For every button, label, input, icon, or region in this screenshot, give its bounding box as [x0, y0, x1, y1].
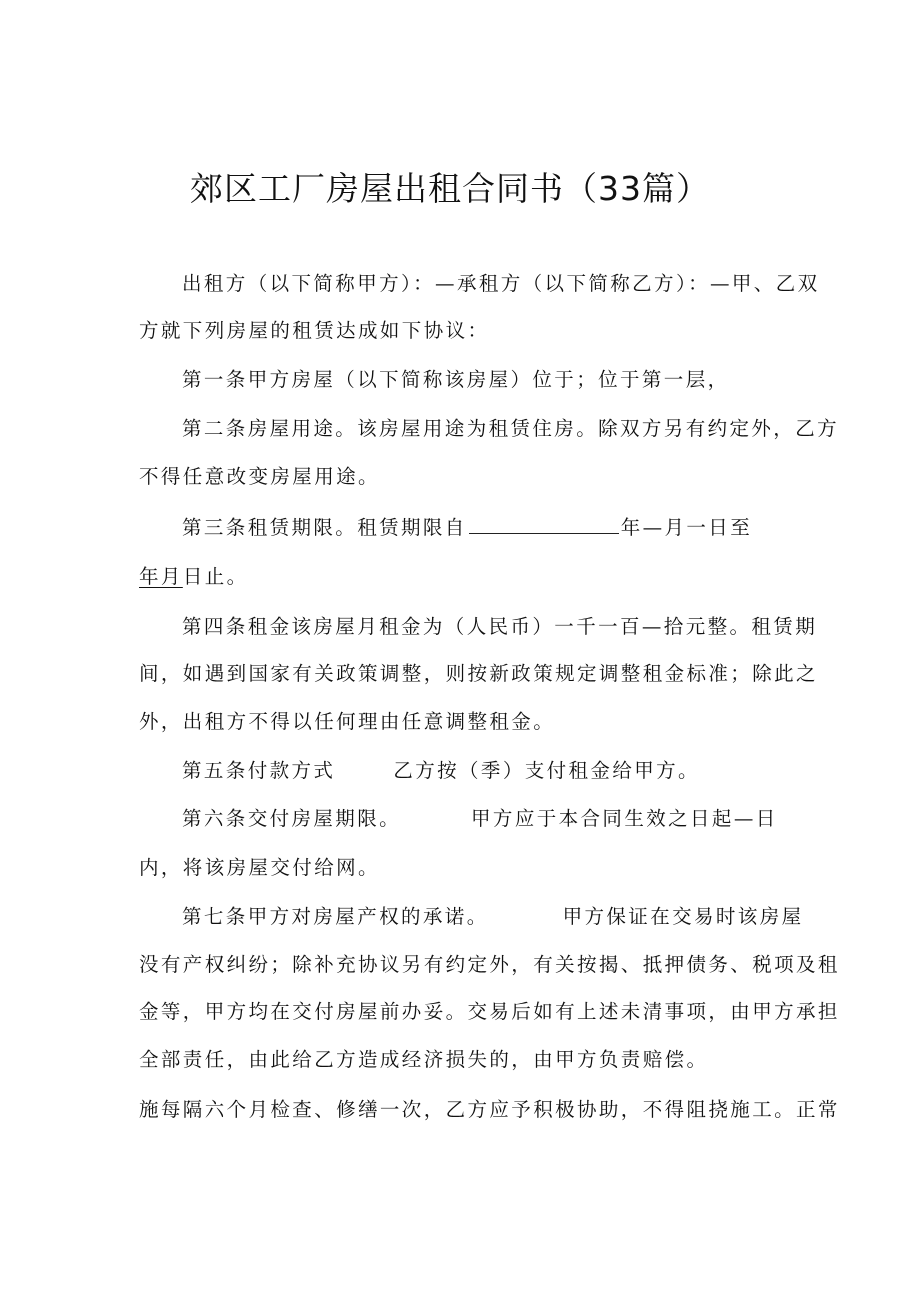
paragraph-line: 施每隔六个月检查、修缮一次，乙方应予积极协助，不得阻挠施工。正常: [139, 1098, 840, 1121]
line-text: 日止。: [182, 565, 249, 588]
line-text: 甲方保证在交易时该房屋: [562, 905, 804, 928]
paragraph-line: [182, 512, 752, 540]
paragraph-line: [182, 803, 778, 831]
paragraph-line: 第二条房屋用途。该房屋用途为租赁住房。除双方另有约定外，乙方: [182, 417, 840, 440]
blank-underline: [469, 513, 619, 534]
paragraph-line: 外，出租方不得以任何理由任意调整租金。: [139, 710, 556, 733]
line-text: 第六条交付房屋期限。: [182, 807, 402, 830]
paragraph-line: 内，将该房屋交付给网。: [139, 856, 380, 879]
underlined-text: 年月: [139, 565, 183, 588]
paragraph-line: 金等，甲方均在交付房屋前办妥。交易后如有上述未清事项，由甲方承担: [139, 1000, 840, 1023]
line-text: 第五条付款方式: [182, 759, 336, 782]
paragraph-line: 方就下列房屋的租赁达成如下协议：: [139, 319, 490, 342]
line-text: 年—月一日至: [620, 516, 753, 539]
paragraph-line: 第四条租金该房屋月租金为（人民币）一千一百—拾元整。租赁期: [182, 615, 818, 638]
paragraph-line: 不得任意改变房屋用途。: [139, 465, 380, 488]
paragraph-line: 没有产权纠纷；除补充协议另有约定外，有关按揭、抵押债务、税项及租: [139, 953, 840, 976]
line-text: 第三条租赁期限。租赁期限自: [182, 516, 467, 539]
line-text: 第七条甲方对房屋产权的承诺。: [182, 905, 489, 928]
line-text: 乙方按（季）支付租金给甲方。: [393, 759, 700, 782]
paragraph-line: [139, 561, 249, 589]
line-text: 甲方应于本合同生效之日起—日: [471, 807, 778, 830]
paragraph-line: 出租方（以下简称甲方）：—承租方（以下简称乙方）：—甲、乙双: [182, 272, 820, 295]
paragraph-line: [182, 755, 700, 783]
paragraph-line: [182, 901, 804, 929]
paragraph-line: 间，如遇到国家有关政策调整，则按新政策规定调整租金标准；除此之: [139, 662, 818, 685]
paragraph-line: 第一条甲方房屋（以下简称该房屋）位于；位于第一层，: [182, 368, 730, 391]
document-title: 郊区工厂房屋出租合同书（33篇）: [190, 169, 710, 208]
paragraph-line: 全部责任，由此给乙方造成经济损失的，由甲方负责赔偿。: [139, 1048, 709, 1071]
